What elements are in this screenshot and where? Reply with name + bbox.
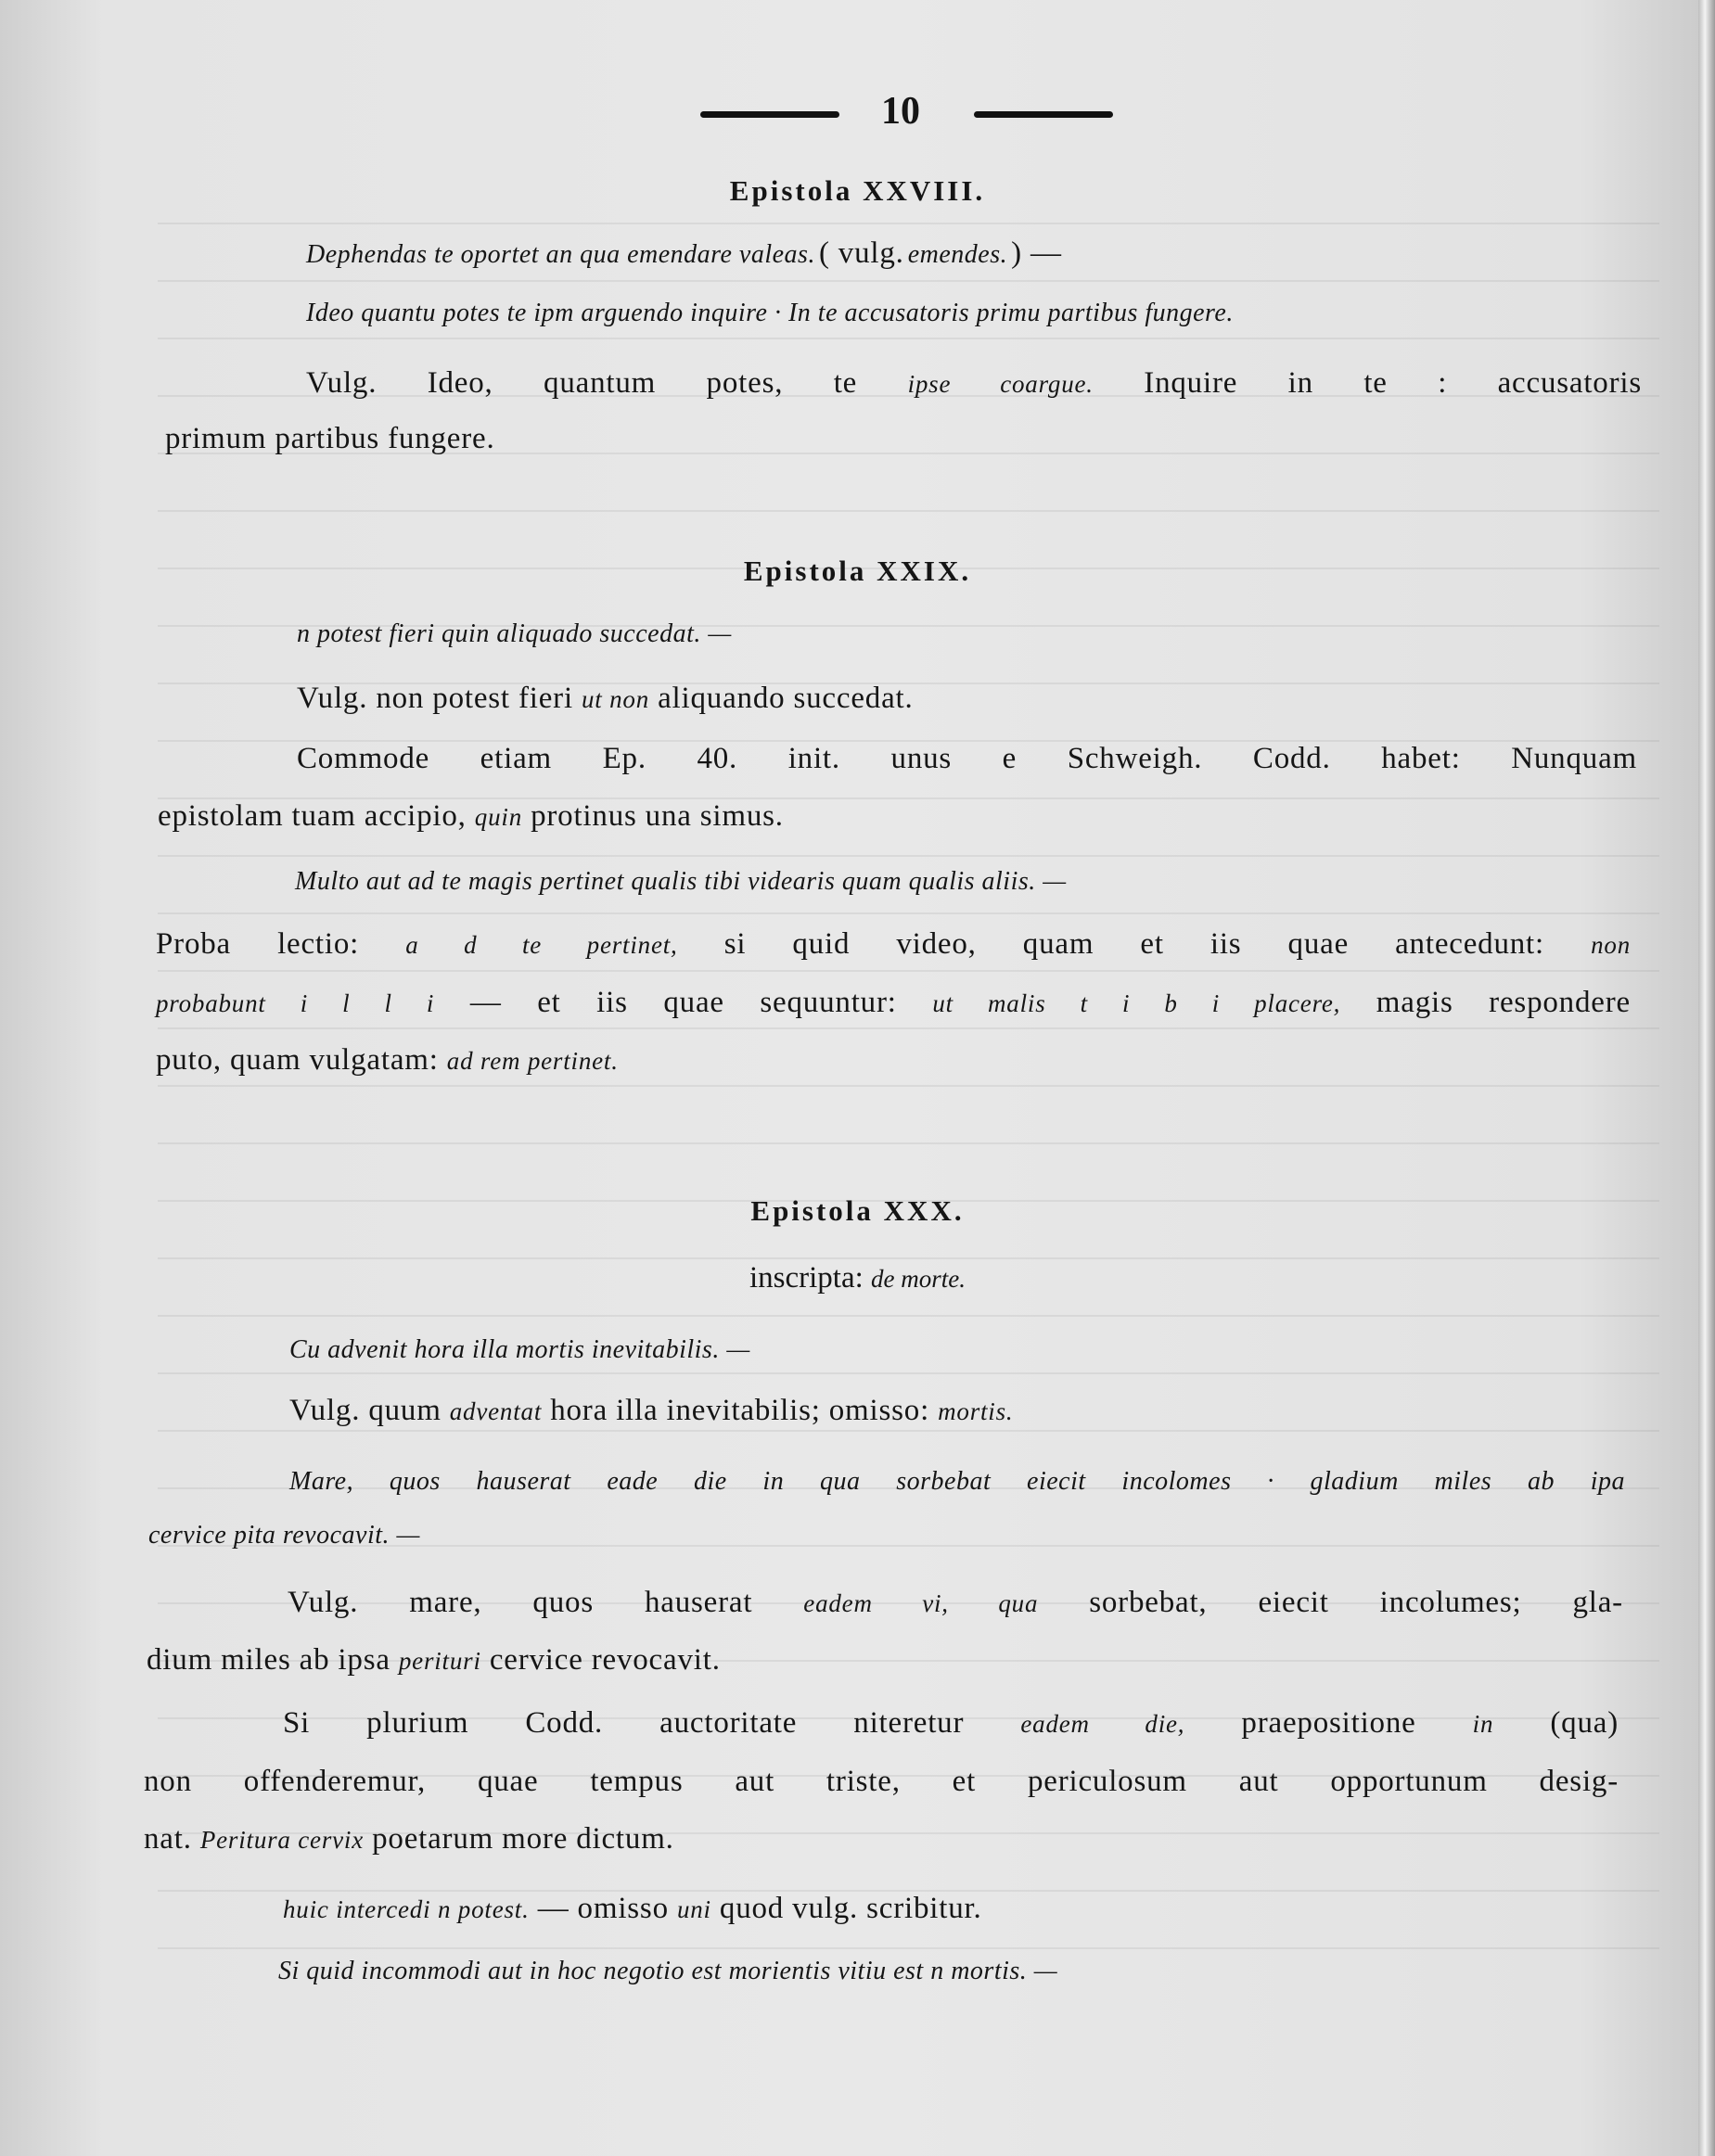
ep30-text-10a: huic intercedi n potest. <box>283 1895 530 1923</box>
ep28-line-2: Ideo quantu potes te ipm arguendo inquire · In te accusatoris primu partibus fungere. <box>306 299 1234 327</box>
ep28-line-1 <box>306 236 1363 271</box>
ep30-text-5c: sorbebat, eiecit incolumes; gla- <box>1089 1586 1623 1619</box>
heading-epistola-28: Epistola XXVIII. <box>729 174 986 207</box>
ep29-text-8b: ad rem pertinet. <box>446 1047 619 1075</box>
ep29-text-2b: ut non <box>581 685 650 713</box>
ep30-text-10d: quod vulg. scribitur. <box>719 1892 982 1925</box>
ep28-vulg-word: emendes. <box>907 240 1008 269</box>
ep28-line-4: primum partibus fungere. <box>165 422 495 455</box>
heading-epistola-30: Epistola XXX. <box>750 1194 965 1227</box>
ep29-line-8 <box>156 1043 619 1078</box>
ep30-subheading <box>0 1261 1715 1295</box>
ep30-line-5 <box>288 1586 1623 1620</box>
ep30-line-1: Cu advenit hora illa mortis inevitabilis. — <box>289 1335 750 1364</box>
ep30-line-6 <box>147 1643 721 1678</box>
ep29-text-2a: Vulg. non potest fieri <box>297 682 573 715</box>
ep29-text-6b: a d te pertinet, <box>405 931 678 959</box>
ep28-text-3b: ipse coargue. <box>907 370 1094 398</box>
page-edge <box>1698 0 1715 2156</box>
ep30-text-7b: eadem die, <box>1020 1710 1185 1738</box>
ep28-line-3 <box>306 366 1642 401</box>
ep30-text-7d: in <box>1472 1710 1494 1738</box>
ep29-line-5: Multo aut ad te magis pertinet qualis tibi videaris quam qualis aliis. — <box>295 867 1067 896</box>
ep29-text-7b: — et iis quae sequuntur: <box>469 986 897 1019</box>
heading-epistola-29: Epistola XXIX. <box>743 555 972 587</box>
ep30-line-10 <box>283 1892 982 1926</box>
ep30-text-7c: praepositione <box>1241 1706 1416 1740</box>
header-rule-left <box>700 111 839 118</box>
ep30-line-9 <box>144 1822 674 1856</box>
ep29-text-4b: quin <box>474 803 522 831</box>
ep29-text-6c: si quid video, quam et iis quae antecedunt: <box>723 927 1544 961</box>
ep30-line-2 <box>289 1394 1013 1428</box>
ep28-vulg-close: ) — <box>1011 236 1062 270</box>
ep29-line-2 <box>297 682 914 716</box>
ep29-line-3: Commode etiam Ep. 40. init. unus e Schweigh. Codd. habet: Nunquam <box>297 742 1637 775</box>
ep30-sub-b: de morte. <box>871 1265 966 1293</box>
ep29-text-6d: non <box>1591 931 1631 959</box>
ep28-text-3c: Inquire in te : accusatoris <box>1144 366 1642 400</box>
ep30-text-2d: mortis. <box>938 1397 1014 1425</box>
ep30-text-2b: adventat <box>449 1397 543 1425</box>
ep30-text-10b: — omisso <box>537 1892 669 1925</box>
ep29-text-7d: magis respondere <box>1376 986 1631 1019</box>
ep30-text-7a: Si plurium Codd. auctoritate niteretur <box>283 1706 965 1740</box>
ep30-line-3: Mare, quos hauserat eade die in qua sorbebat eiecit incolomes · gladium miles ab ipa <box>289 1467 1625 1496</box>
ep28-latin-1: Dephendas te oportet an qua emendare valeas. <box>306 240 815 269</box>
ep30-line-4: cervice pita revocavit. — <box>148 1521 420 1550</box>
ep29-text-7c: ut malis t i b i placere, <box>932 989 1341 1017</box>
ep30-line-11: Si quid incommodi aut in hoc negotio est morientis vitiu est n mortis. — <box>278 1957 1058 1985</box>
ep30-text-6a: dium miles ab ipsa <box>147 1643 390 1677</box>
ep29-text-7a: probabunt i l l i <box>156 989 435 1017</box>
ep30-text-9c: poetarum more dictum. <box>372 1822 674 1856</box>
ep30-text-10c: uni <box>676 1895 711 1923</box>
ep30-text-9b: Peritura cervix <box>199 1826 365 1854</box>
ep30-text-5a: Vulg. mare, quos hauserat <box>288 1586 753 1619</box>
ep29-text-4a: epistolam tuam accipio, <box>158 799 467 833</box>
ep29-text-2c: aliquando succedat. <box>658 682 914 715</box>
ep29-line-1: n potest fieri quin aliquado succedat. — <box>297 619 732 648</box>
ep30-text-6c: cervice revocavit. <box>489 1643 721 1677</box>
header-rule-right <box>974 111 1113 118</box>
ep30-text-7e: (qua) <box>1550 1706 1619 1740</box>
ep29-line-4 <box>158 799 784 834</box>
ep30-text-2c: hora illa inevitabilis; omisso: <box>550 1394 930 1427</box>
ep29-text-8a: puto, quam vulgatam: <box>156 1043 439 1077</box>
page-header <box>0 89 1715 135</box>
page-number: 10 <box>881 90 920 133</box>
ep30-line-7 <box>283 1706 1619 1741</box>
ep29-text-6a: Proba lectio: <box>156 927 360 961</box>
ep30-text-5b: eadem vi, qua <box>803 1589 1039 1617</box>
ep30-sub-a: inscripta: <box>749 1261 864 1295</box>
ep29-line-7 <box>156 986 1631 1020</box>
ep28-vulg-open: ( vulg. <box>818 236 904 270</box>
ep30-text-2a: Vulg. quum <box>289 1394 442 1427</box>
ep30-text-9a: nat. <box>144 1822 192 1856</box>
ep30-text-6b: perituri <box>398 1647 481 1675</box>
ep30-line-8: non offenderemur, quae tempus aut triste, et periculosum aut opportunum desig- <box>144 1765 1619 1798</box>
ep29-text-4c: protinus una simus. <box>531 799 784 833</box>
ep29-line-6 <box>156 927 1631 962</box>
ep28-text-3a: Vulg. Ideo, quantum potes, te <box>306 366 858 400</box>
